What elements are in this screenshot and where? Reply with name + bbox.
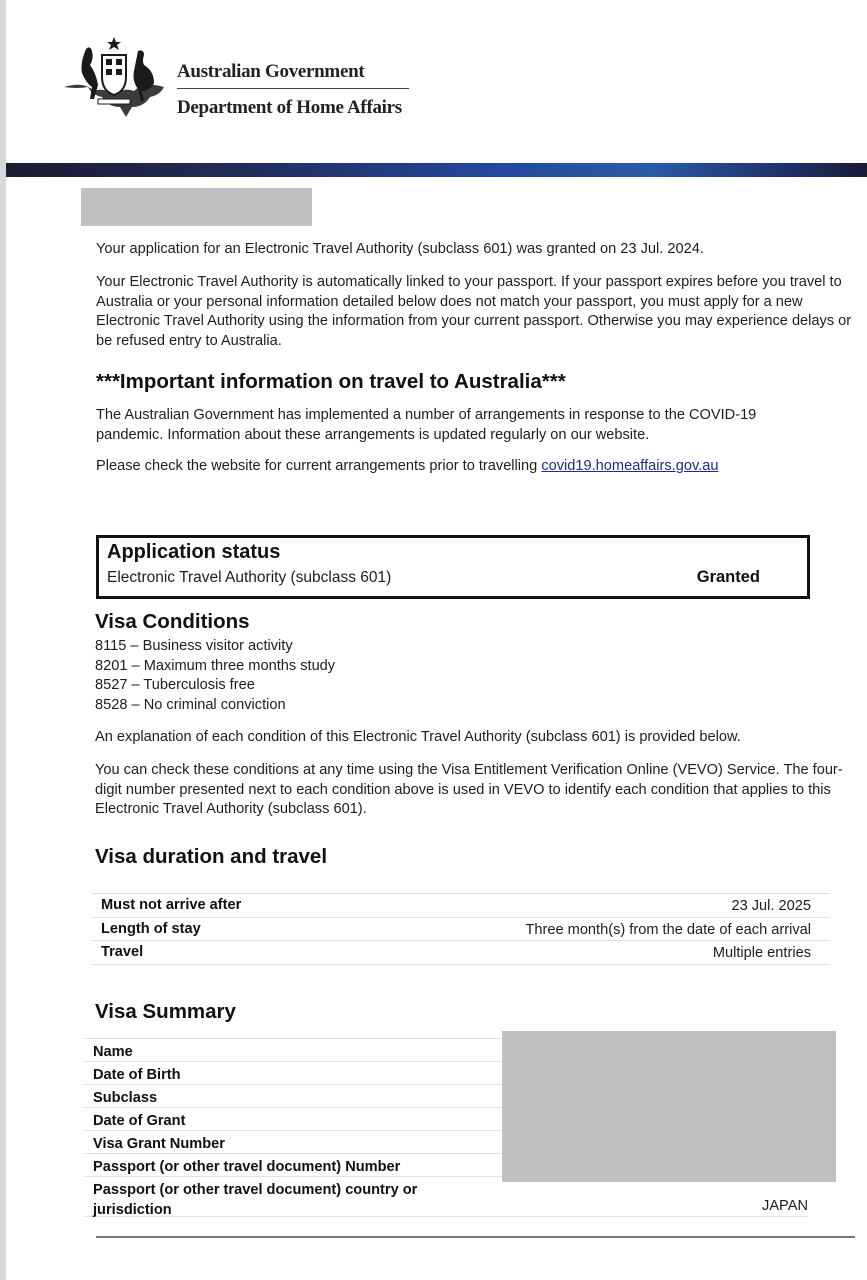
row-label: Passport (or other travel document) country or jurisdiction [93,1182,418,1218]
table-row [92,941,830,965]
check-website-paragraph [96,457,718,477]
header-divider [177,88,409,89]
table-row [92,918,830,942]
row-label: Subclass [93,1090,158,1106]
row-label: Passport (or other travel document) Number [93,1159,401,1175]
grant-notice: Your application for an Electronic Travel Authority (subclass 601) was granted on 23 Jul. 2024. [96,241,704,257]
page-left-edge [0,0,6,1280]
row-label: Name [93,1044,133,1060]
row-label: Date of Grant [93,1113,186,1129]
redacted-personal-details [502,1031,836,1182]
condition-item: 8527 – Tuberculosis free [95,677,255,693]
visa-summary-heading: Visa Summary [95,1000,236,1023]
important-info-heading: ***Important information on travel to Australia*** [96,370,566,393]
row-value: 23 Jul. 2025 [731,898,811,914]
visa-type: Electronic Travel Authority (subclass 601) [107,569,392,586]
header-color-band [6,163,867,177]
application-status-title: Application status [107,541,281,563]
check-website-text: Please check the website for current arrangements prior to travelling [96,458,542,474]
row-label: Date of Birth [93,1067,181,1083]
redacted-block [81,188,312,226]
government-name: Australian Government [177,61,365,82]
table-row [92,894,830,918]
table-row [84,1177,808,1217]
condition-item: 8528 – No criminal conviction [95,696,286,713]
visa-duration-table [92,893,830,965]
department-name: Department of Home Affairs [177,97,402,118]
application-status-box [96,535,810,599]
vevo-paragraph: You can check these conditions at any time using the Visa Entitlement Verification Online (VEVO) Service. The four-digit number presented next to each condition above is used in VEVO to identify each condition that applies to this Electronic Travel Authority (subclass 601). [95,762,843,818]
status-badge: Granted [696,568,760,586]
row-value: Multiple entries [712,945,811,961]
footer-divider [96,1236,855,1238]
condition-item: 8201 – Maximum three months study [95,657,336,674]
row-value: Three month(s) from the date of each arrival [525,921,811,938]
condition-item: 8115 – Business visitor activity [95,638,293,654]
row-label: Must not arrive after [101,897,242,913]
passport-link-notice: Your Electronic Travel Authority is automatically linked to your passport. If your passport expires before you travel to Australia or your personal information detailed below does not match your passport, you must apply for a new Electronic Travel Authority using the information from your current passport. Otherwise you may experience delays or be refused entry to Australia. [96,274,852,349]
visa-conditions-list [95,637,335,715]
row-label: Visa Grant Number [93,1136,225,1152]
coat-of-arms-icon [58,35,170,121]
row-value: JAPAN [762,1198,808,1214]
conditions-explanation: An explanation of each condition of this Electronic Travel Authority (subclass 601) is provided below. [95,729,741,745]
visa-duration-heading: Visa duration and travel [95,845,328,868]
row-label: Length of stay [101,920,201,937]
document-header [0,0,867,165]
visa-conditions-heading: Visa Conditions [95,610,250,633]
covid-arrangements-paragraph: The Australian Government has implemented a number of arrangements in response to the COVID-19 pandemic. Information about these arrangements is updated regularly on our website. [96,407,757,443]
covid-website-link[interactable]: covid19.homeaffairs.gov.au [541,458,719,474]
row-label: Travel [101,944,144,960]
